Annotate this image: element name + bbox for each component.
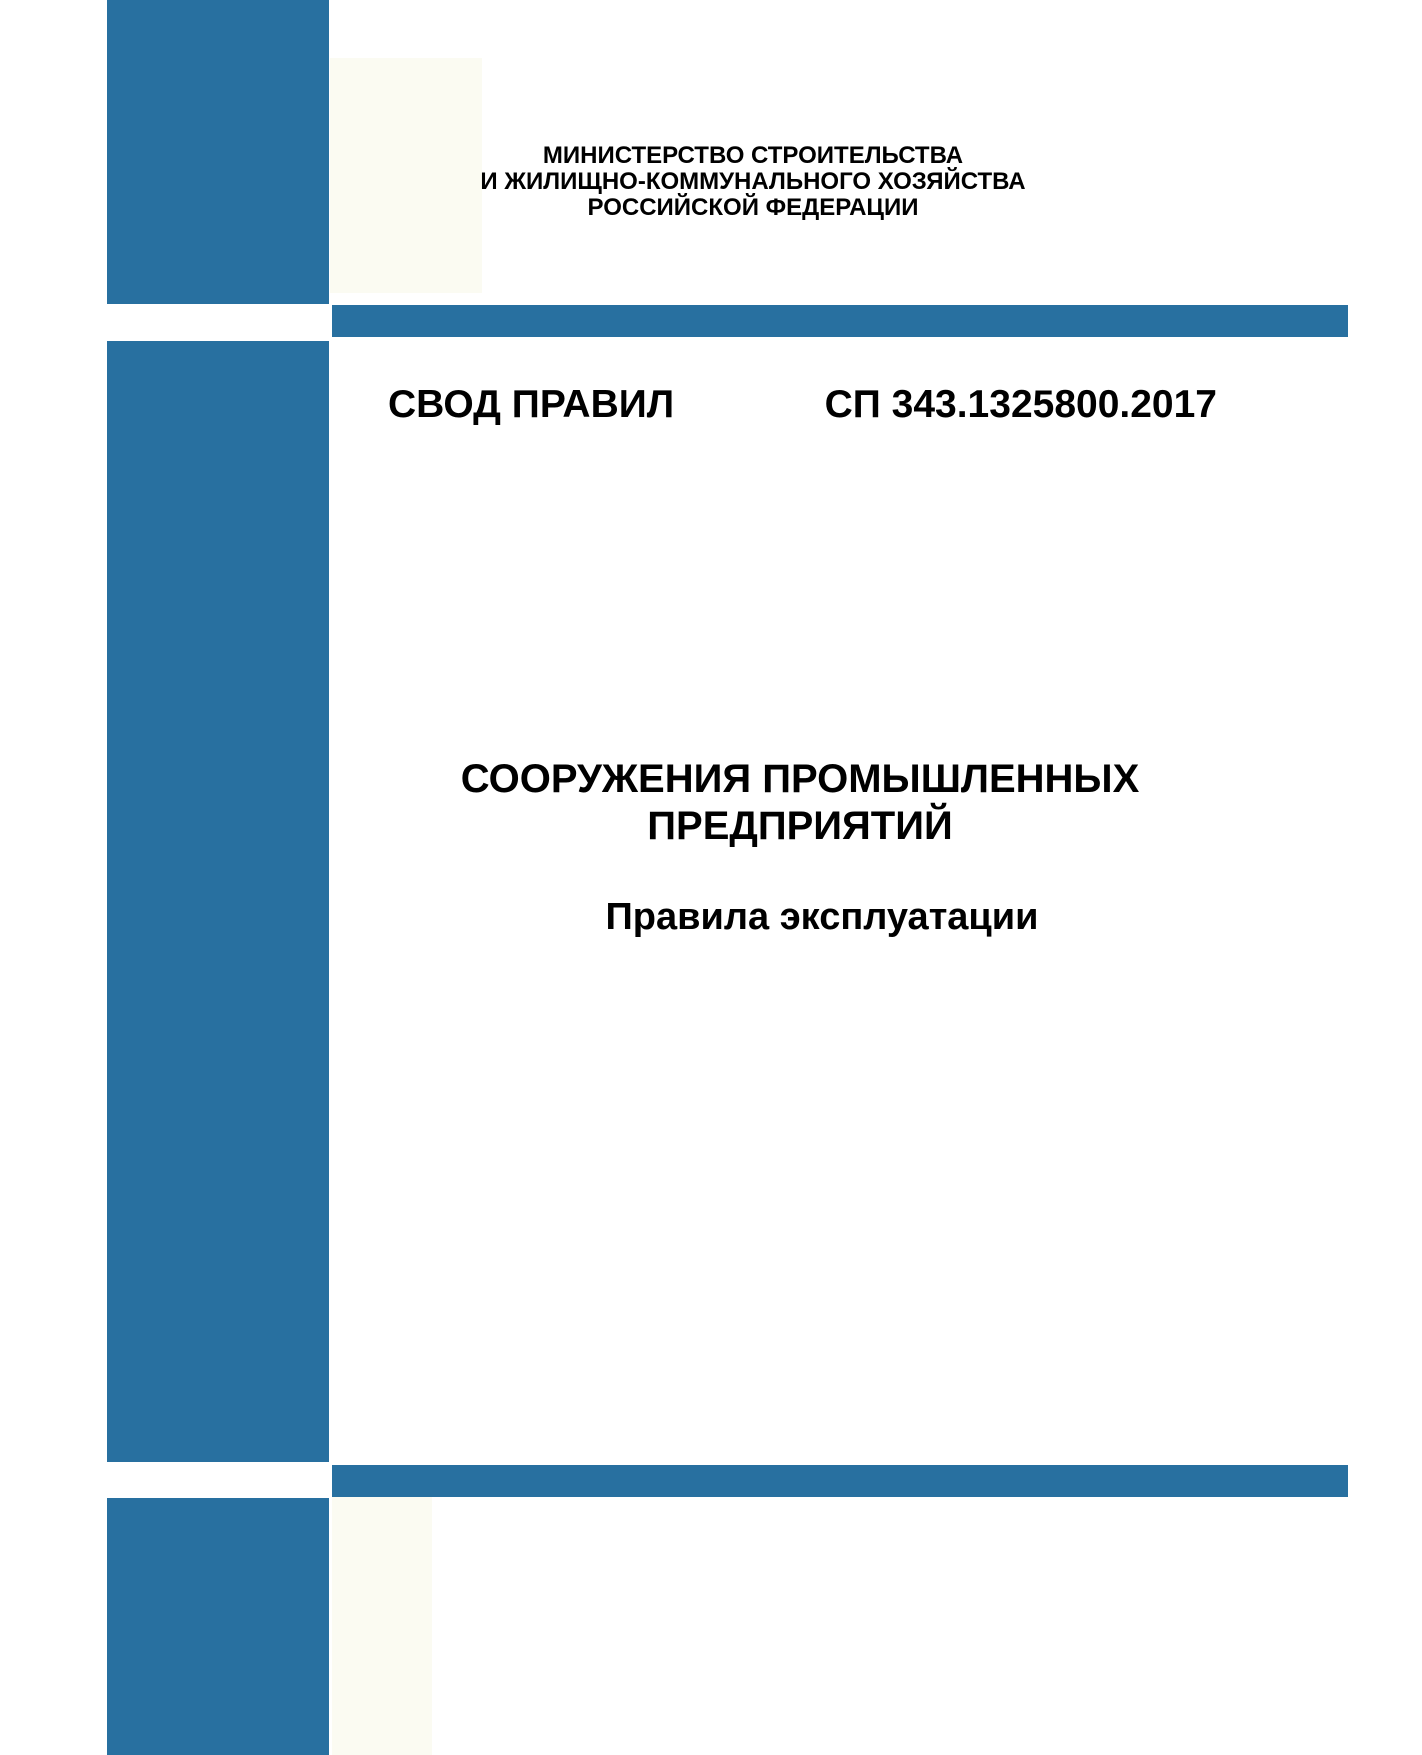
document-code: СП 343.1325800.2017: [824, 383, 1217, 426]
left-blue-band-top-segment: [107, 0, 329, 304]
ministry-line-3: РОССИЙСКОЙ ФЕДЕРАЦИИ: [587, 194, 919, 221]
left-blue-band-middle-segment: [107, 341, 329, 1462]
left-blue-band-bottom-segment: [107, 1498, 329, 1755]
document-subtitle: Правила эксплуатации: [605, 896, 1039, 938]
bottom-horizontal-blue-bar: [332, 1465, 1348, 1497]
ministry-line-2: И ЖИЛИЩНО-КОММУНАЛЬНОГО ХОЗЯЙСТВА: [480, 168, 1026, 195]
designation-row: [388, 383, 1217, 427]
top-horizontal-blue-bar: [332, 305, 1348, 337]
set-of-rules-label: СВОД ПРАВИЛ: [388, 383, 675, 426]
document-title-line-1: СООРУЖЕНИЯ ПРОМЫШЛЕННЫХ: [460, 757, 1140, 801]
document-title-line-2: ПРЕДПРИЯТИЙ: [647, 804, 953, 848]
offwhite-block-bottom: [332, 1497, 432, 1755]
document-title: [452, 756, 1148, 850]
ministry-line-1: МИНИСТЕРСТВО СТРОИТЕЛЬСТВА: [542, 142, 964, 169]
ministry-heading: [453, 143, 1053, 221]
